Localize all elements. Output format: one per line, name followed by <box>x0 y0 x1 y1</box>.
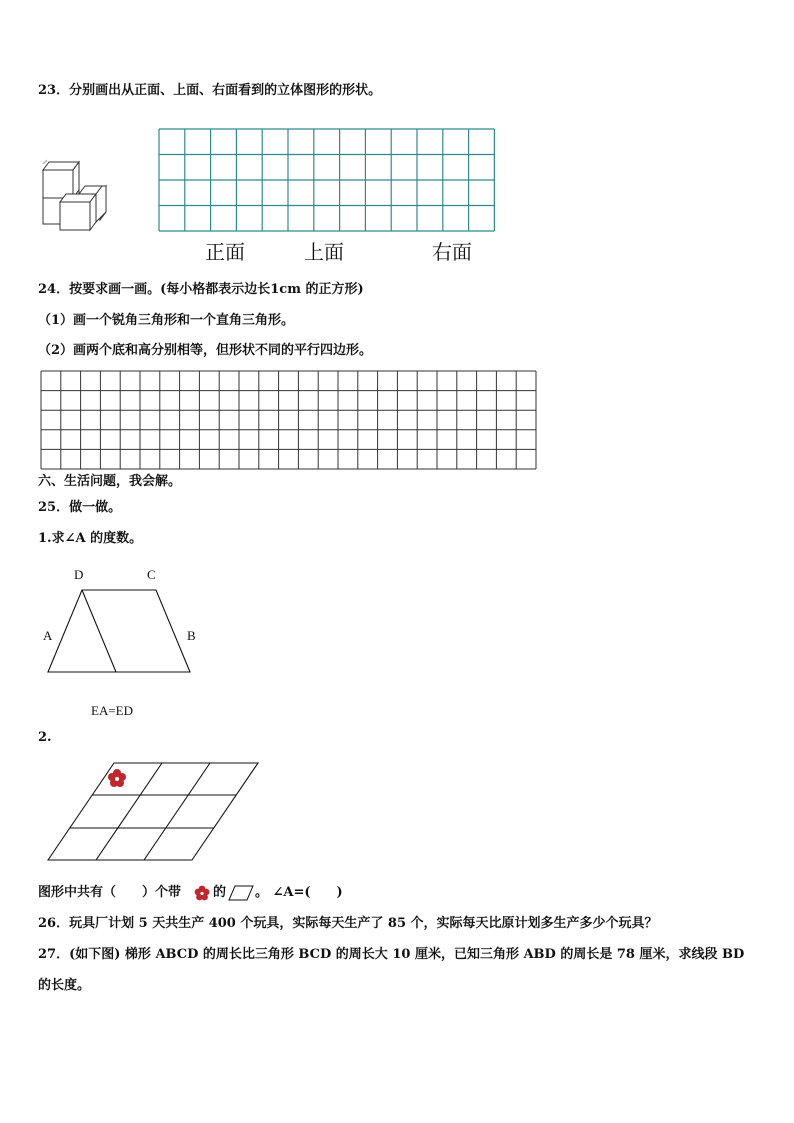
q25-answer-suffix: 。 ∠A=( ) <box>255 885 343 900</box>
condition-text: EA=ED <box>91 703 133 718</box>
q24-part2: （2）画两个底和高分别相等，但形状不同的平行四边形。 <box>38 343 373 358</box>
cube-stack-figure <box>38 150 118 240</box>
parallelogram-grid-figure <box>44 760 274 870</box>
q25-sub2: 2. <box>38 730 52 745</box>
q25-title: 25．做一做。 <box>38 500 122 515</box>
q27-line2: 的长度。 <box>38 978 91 993</box>
view-label-front: 正面 <box>205 240 245 264</box>
label-B: B <box>187 628 196 643</box>
parallelogram-inline-icon <box>228 885 254 901</box>
q25-answer-prefix: 图形中共有（ ）个带 <box>38 885 182 900</box>
q25-sub1: 1.求∠A 的度数。 <box>38 531 143 546</box>
parallelogram-figure <box>40 565 240 725</box>
label-C: C <box>147 567 156 582</box>
label-A: A <box>43 628 53 643</box>
view-label-top: 上面 <box>304 240 344 264</box>
flower-inline-icon <box>193 884 211 902</box>
q24-part1: （1）画一个锐角三角形和一个直角三角形。 <box>38 313 295 328</box>
section6-heading: 六、生活问题，我会解。 <box>38 474 182 489</box>
flower-icon <box>108 769 126 787</box>
q24-title: 24．按要求画一画。(每小格都表示边长1cm 的正方形) <box>38 282 364 297</box>
q25-answer-mid: 的 <box>213 885 227 900</box>
q27-line1: 27．(如下图) 梯形 ABCD 的周长比三角形 BCD 的周长大 10 厘米，已知三角形 ABD 的周长是 78 厘米，求线段 BD <box>38 947 745 962</box>
q26-text: 26．玩具厂计划 5 天共生产 400 个玩具，实际每天生产了 85 个，实际每天比原计划多生产多少个玩具？ <box>38 916 658 931</box>
q23-drawing-grid <box>158 128 496 234</box>
q23-title: 23．分别画出从正面、上面、右面看到的立体图形的形状。 <box>38 83 382 98</box>
q24-drawing-grid <box>40 370 540 470</box>
label-D: D <box>74 567 84 582</box>
view-label-right: 右面 <box>432 240 472 264</box>
